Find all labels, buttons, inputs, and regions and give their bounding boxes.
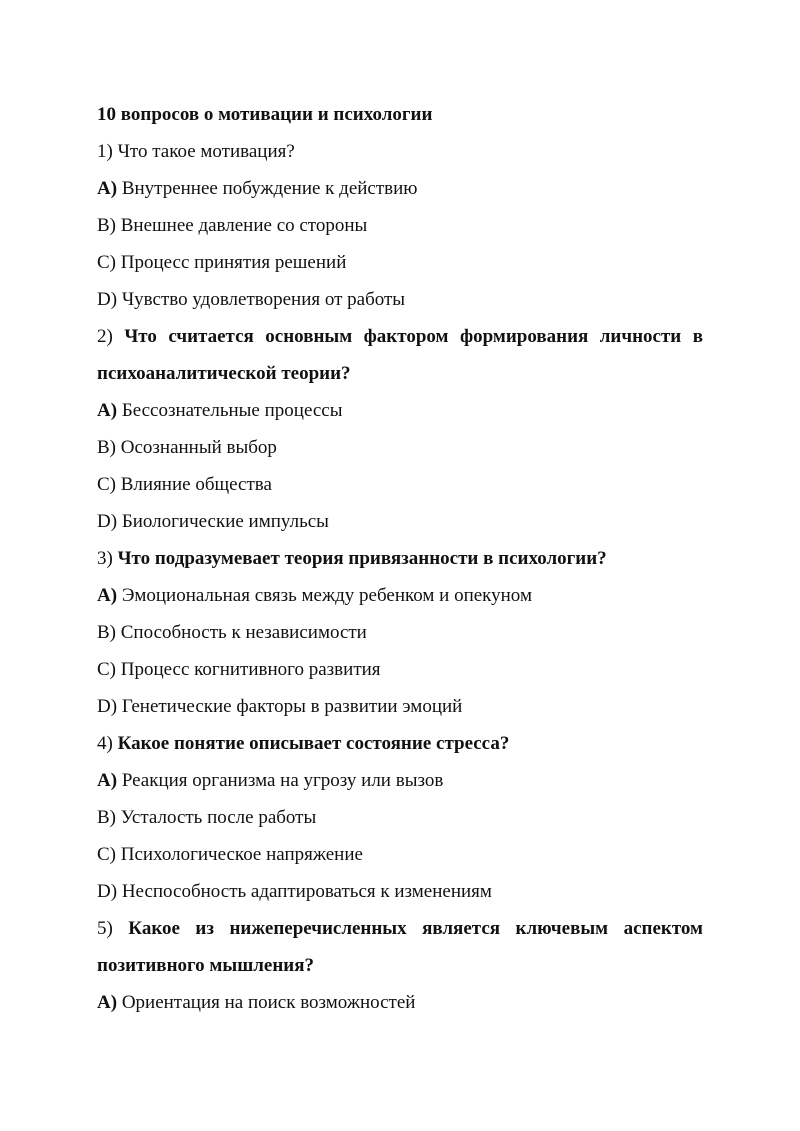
option-letter: B): [97, 437, 116, 458]
question-number: 3): [97, 548, 113, 569]
question-5: [97, 910, 703, 984]
question-4: [97, 725, 703, 762]
option-text: Внешнее давление со стороны: [120, 215, 368, 236]
option-text: Чувство удовлетворения от работы: [121, 289, 406, 310]
option-3a: [97, 577, 703, 614]
option-letter: D): [97, 881, 118, 902]
option-1d: [97, 281, 703, 318]
question-text: Какое из нижеперечисленных является ключевым аспектом позитивного мышления?: [97, 918, 703, 976]
option-3c: [97, 651, 703, 688]
option-2b: [97, 429, 703, 466]
option-text: Генетические факторы в развитии эмоций: [121, 696, 463, 717]
option-text: Процесс когнитивного развития: [120, 659, 381, 680]
option-4a: [97, 762, 703, 799]
question-number: 4): [97, 733, 113, 754]
option-letter: A): [97, 770, 118, 791]
question-text: Какое понятие описывает состояние стресса?: [117, 733, 510, 754]
option-letter: A): [97, 585, 118, 606]
option-text: Процесс принятия решений: [120, 252, 347, 273]
option-letter: C): [97, 659, 116, 680]
option-text: Влияние общества: [120, 474, 272, 495]
option-4b: [97, 799, 703, 836]
option-text: Биологические импульсы: [121, 511, 329, 532]
option-4c: [97, 836, 703, 873]
question-number: 5): [97, 918, 113, 939]
option-text: Внутреннее побуждение к действию: [121, 178, 418, 199]
option-letter: B): [97, 622, 116, 643]
question-text: Что подразумевает теория привязанности в психологии?: [117, 548, 607, 569]
option-2c: [97, 466, 703, 503]
document-page: [97, 96, 703, 1021]
option-text: Усталость после работы: [120, 807, 317, 828]
option-text: Бессознательные процессы: [121, 400, 343, 421]
option-text: Ориентация на поиск возможностей: [121, 992, 416, 1013]
option-text: Неспособность адаптироваться к изменениям: [121, 881, 492, 902]
option-letter: C): [97, 474, 116, 495]
option-3d: [97, 688, 703, 725]
question-text: Что такое мотивация?: [117, 141, 295, 162]
option-letter: D): [97, 511, 118, 532]
option-letter: A): [97, 992, 118, 1013]
option-letter: C): [97, 844, 116, 865]
option-1b: [97, 207, 703, 244]
option-letter: A): [97, 400, 118, 421]
option-text: Способность к независимости: [120, 622, 367, 643]
option-text: Реакция организма на угрозу или вызов: [121, 770, 444, 791]
option-4d: [97, 873, 703, 910]
option-letter: C): [97, 252, 116, 273]
option-letter: D): [97, 289, 118, 310]
document-title: 10 вопросов о мотивации и психологии: [97, 104, 433, 125]
option-letter: D): [97, 696, 118, 717]
question-1: [97, 133, 703, 170]
option-1c: [97, 244, 703, 281]
option-text: Осознанный выбор: [120, 437, 277, 458]
option-letter: A): [97, 178, 118, 199]
option-text: Эмоциональная связь между ребенком и опекуном: [121, 585, 532, 606]
question-text: Что считается основным фактором формирования личности в психоаналитической теории?: [97, 326, 703, 384]
question-number: 2): [97, 326, 113, 347]
question-3: [97, 540, 703, 577]
option-2d: [97, 503, 703, 540]
option-text: Психологическое напряжение: [120, 844, 363, 865]
question-2: [97, 318, 703, 392]
question-number: 1): [97, 141, 113, 162]
option-letter: B): [97, 215, 116, 236]
option-5a: [97, 984, 703, 1021]
option-3b: [97, 614, 703, 651]
option-1a: [97, 170, 703, 207]
option-letter: B): [97, 807, 116, 828]
option-2a: [97, 392, 703, 429]
